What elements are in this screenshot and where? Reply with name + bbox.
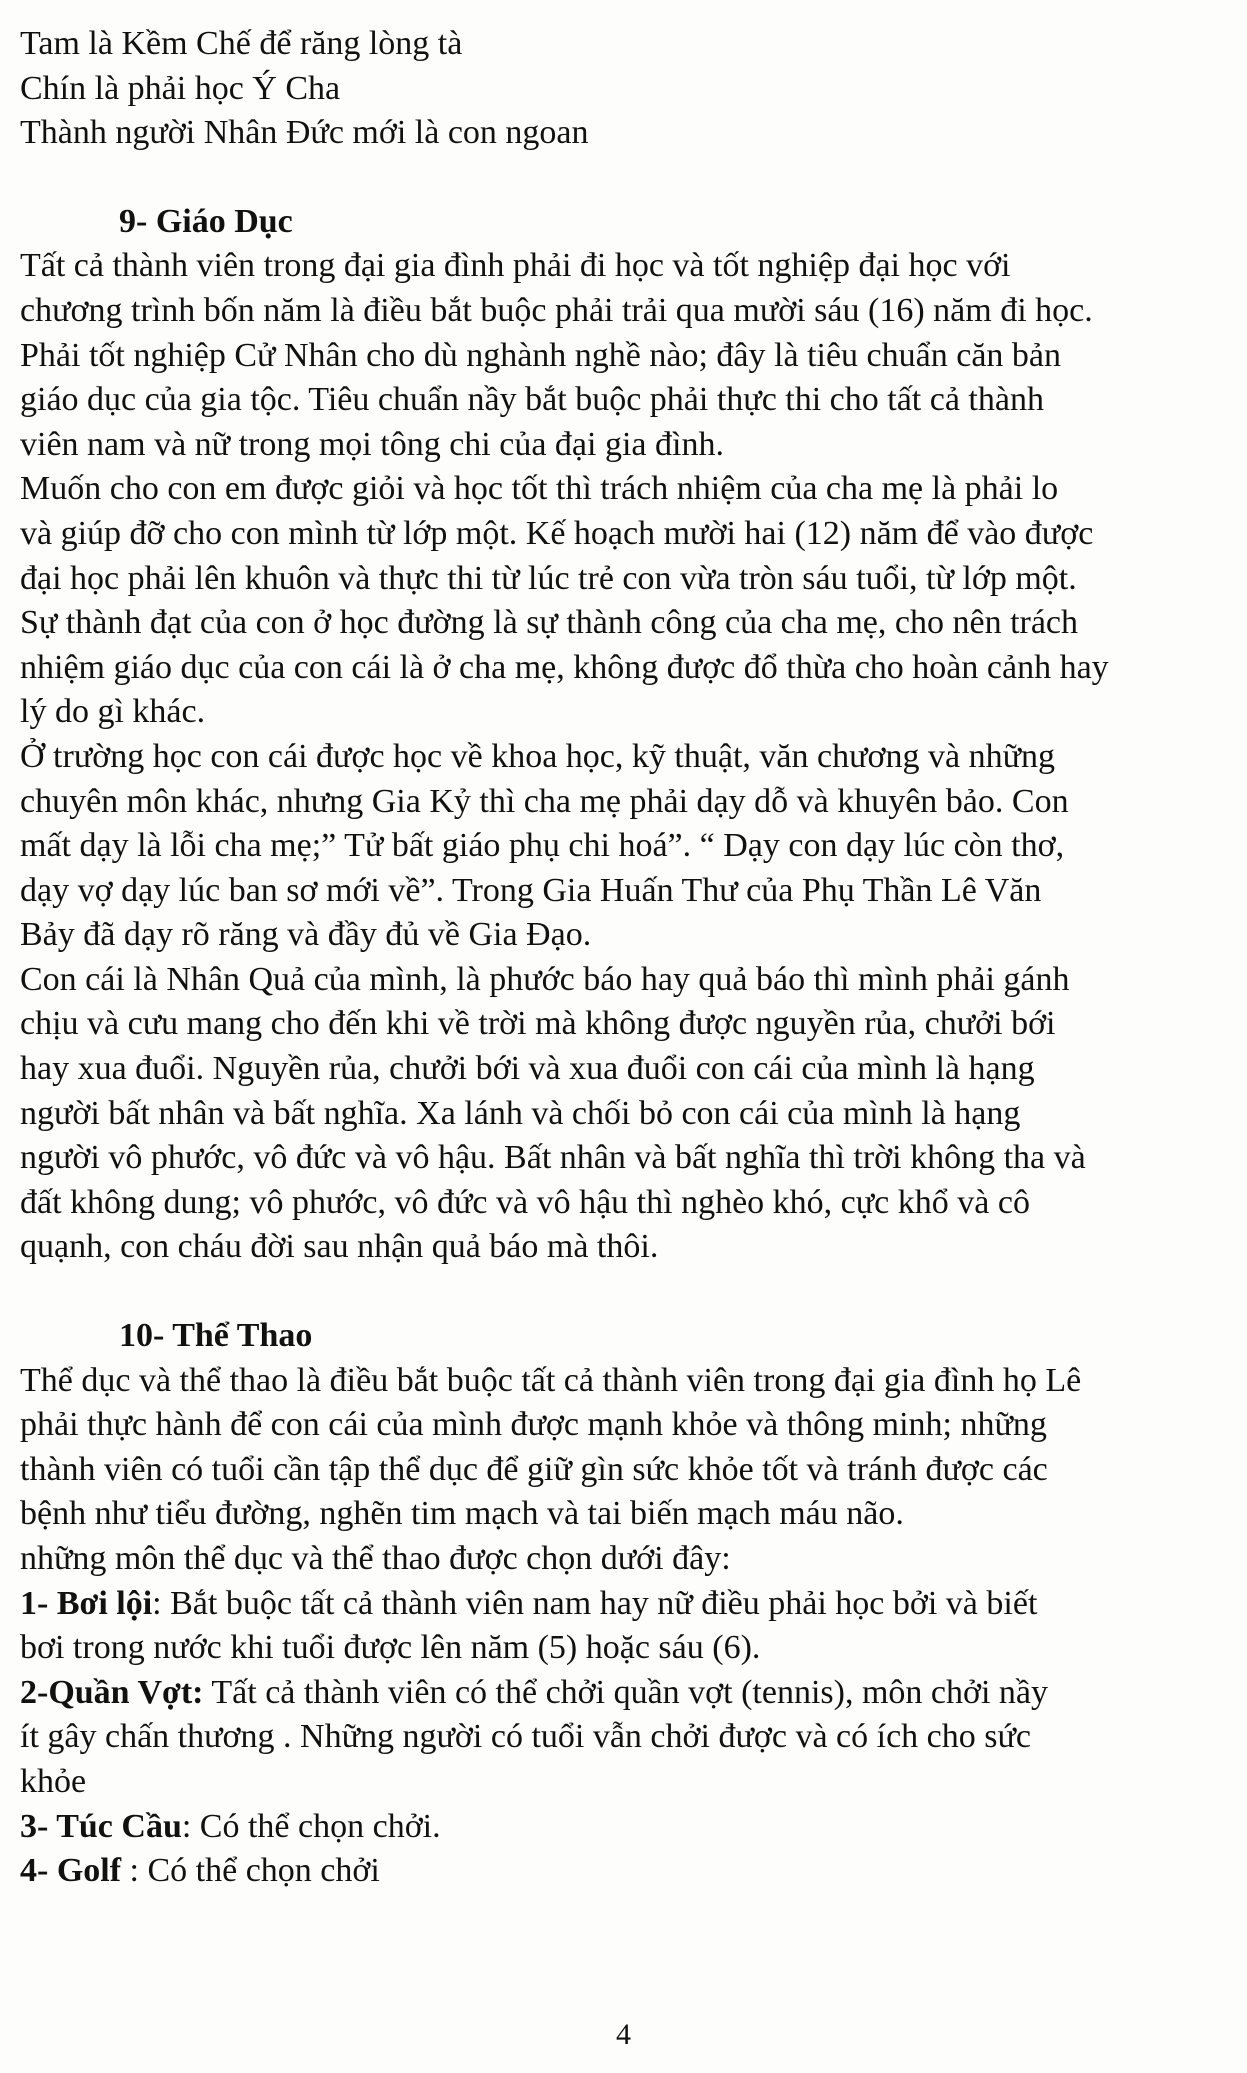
paragraph-line: Muốn cho con em được giỏi và học tốt thì trách nhiệm của cha mẹ là phải lo: [20, 470, 1059, 508]
sport-item-label: 2-Quần Vợt:: [20, 1673, 204, 1711]
sport-item-text: : Bắt buộc tất cả thành viên nam hay nữ điều phải học bởi và biết: [152, 1584, 1038, 1622]
sport-item-label: 4- Golf: [20, 1852, 122, 1890]
paragraph-line: viên nam và nữ trong mọi tông chi của đại gia đình.: [20, 425, 724, 463]
sport-item-golf: [20, 1849, 1235, 1894]
paragraph-line: mất dạy là lỗi cha mẹ;” Tử bất giáo phụ chi hoá”. “ Dạy con dạy lúc còn thơ,: [20, 827, 1065, 865]
paragraph-line: quạnh, con cháu đời sau nhận quả báo mà thôi.: [20, 1228, 659, 1266]
verse-line: Thành người Nhân Đức mới là con ngoan: [20, 114, 589, 152]
sport-item-line: khỏe: [20, 1762, 87, 1800]
paragraph-line: bệnh như tiểu đường, nghẽn tim mạch và tai biến mạch máu não.: [20, 1495, 904, 1533]
sport-item-line: ít gây chấn thương . Những người có tuổi vẫn chởi được và có ích cho sức: [20, 1718, 1032, 1756]
verse-line: Tam là Kềm Chế để răng lòng tà: [20, 25, 463, 62]
paragraph-line: và giúp đỡ cho con mình từ lớp một. Kế hoạch mười hai (12) năm để vào được: [20, 514, 1094, 552]
sport-item-line: [20, 1582, 1235, 1627]
paragraph-line: những môn thể dục và thể thao được chọn dưới đây:: [20, 1540, 731, 1577]
paragraph-line: Sự thành đạt của con ở học đường là sự thành công của cha mẹ, cho nên trách: [20, 604, 1079, 642]
sport-item-swimming: [20, 1582, 1235, 1671]
paragraph-line: Phải tốt nghiệp Cử Nhân cho dù nghành nghề nào; đây là tiêu chuẩn căn bản: [20, 336, 1062, 374]
paragraph-line: Ở trường học con cái được học về khoa học, kỹ thuật, văn chương và những: [20, 737, 1055, 775]
sport-item-text: : Có thể chọn chởi.: [181, 1807, 441, 1845]
page-number: 4: [616, 2018, 631, 2051]
sport-item-label: 3- Túc Cầu: [20, 1807, 182, 1845]
paragraph-line: chịu và cưu mang cho đến khi về trời mà không được nguyền rủa, chưởi bới: [20, 1005, 1056, 1043]
paragraph-line: lý do gì khác.: [20, 693, 206, 731]
sport-item-text: : Có thể chọn chởi: [121, 1852, 380, 1890]
paragraph-line: chương trình bốn năm là điều bắt buộc phải trải qua mười sáu (16) năm đi học.: [20, 291, 1093, 329]
section-heading-sports: 10- Thể Thao: [119, 1317, 313, 1355]
paragraph-line: nhiệm giáo dục của con cái là ở cha mẹ, không được đổ thừa cho hoàn cảnh hay: [20, 648, 1109, 686]
paragraph-line: phải thực hành để con cái của mình được mạnh khỏe và thông minh; những: [20, 1406, 1047, 1444]
paragraph-line: thành viên có tuổi cần tập thể dục để giữ gìn sức khỏe tốt và tránh được các: [20, 1450, 1048, 1488]
section-spacer: [20, 156, 1235, 200]
paragraph-line: Tất cả thành viên trong đại gia đình phải đi học và tốt nghiệp đại học với: [20, 247, 1011, 285]
section-spacer: [20, 1270, 1235, 1314]
section-heading-education: 9- Giáo Dục: [119, 202, 293, 240]
sport-item-label: 1- Bơi lội: [20, 1584, 153, 1622]
paragraph-line: Bảy đã dạy rõ răng và đầy đủ về Gia Đạo.: [20, 916, 592, 954]
section-education: [20, 200, 1235, 1270]
sport-item-text: Tất cả thành viên có thể chởi quần vợt (tennis), môn chởi nầy: [203, 1673, 1049, 1711]
paragraph-line: người vô phước, vô đức và vô hậu. Bất nhân và bất nghĩa thì trời không tha và: [20, 1139, 1086, 1177]
paragraph-line: đất không dung; vô phước, vô đức và vô hậu thì nghèo khó, cực khổ và cô: [20, 1183, 1030, 1221]
sport-item-line: [20, 1671, 1235, 1716]
paragraph-line: dạy vợ dạy lúc ban sơ mới về”. Trong Gia Huấn Thư của Phụ Thần Lê Văn: [20, 871, 1042, 909]
paragraph-line: chuyên môn khác, nhưng Gia Kỷ thì cha mẹ phải dạy dỗ và khuyên bảo. Con: [20, 782, 1069, 820]
paragraph-line: hay xua đuổi. Nguyền rủa, chưởi bới và xua đuổi con cái của mình là hạng: [20, 1050, 1035, 1088]
paragraph-line: giáo dục của gia tộc. Tiêu chuẩn nầy bắt buộc phải thực thi cho tất cả thành: [20, 381, 1044, 419]
sport-item-line: bơi trong nước khi tuổi được lên năm (5) hoặc sáu (6).: [20, 1629, 761, 1667]
paragraph-line: Thể dục và thể thao là điều bắt buộc tất cả thành viên trong đại gia đình họ Lê: [20, 1361, 1082, 1399]
paragraph-line: đại học phải lên khuôn và thực thi từ lúc trẻ con vừa tròn sáu tuổi, từ lớp một.: [20, 559, 1077, 597]
paragraph-line: người bất nhân và bất nghĩa. Xa lánh và chối bỏ con cái của mình là hạng: [20, 1094, 1021, 1132]
section-sports: [20, 1314, 1235, 1894]
sport-item-tennis: [20, 1671, 1235, 1805]
sport-item-line: [20, 1805, 1235, 1850]
paragraph-line: Con cái là Nhân Quả của mình, là phước báo hay quả báo thì mình phải gánh: [20, 960, 1070, 998]
document-page: [20, 22, 1235, 1894]
sport-item-line: [20, 1849, 1235, 1894]
sport-item-football: [20, 1805, 1235, 1850]
verse-line: Chín là phải học Ý Cha: [20, 69, 341, 107]
verse-block: [20, 22, 1235, 156]
